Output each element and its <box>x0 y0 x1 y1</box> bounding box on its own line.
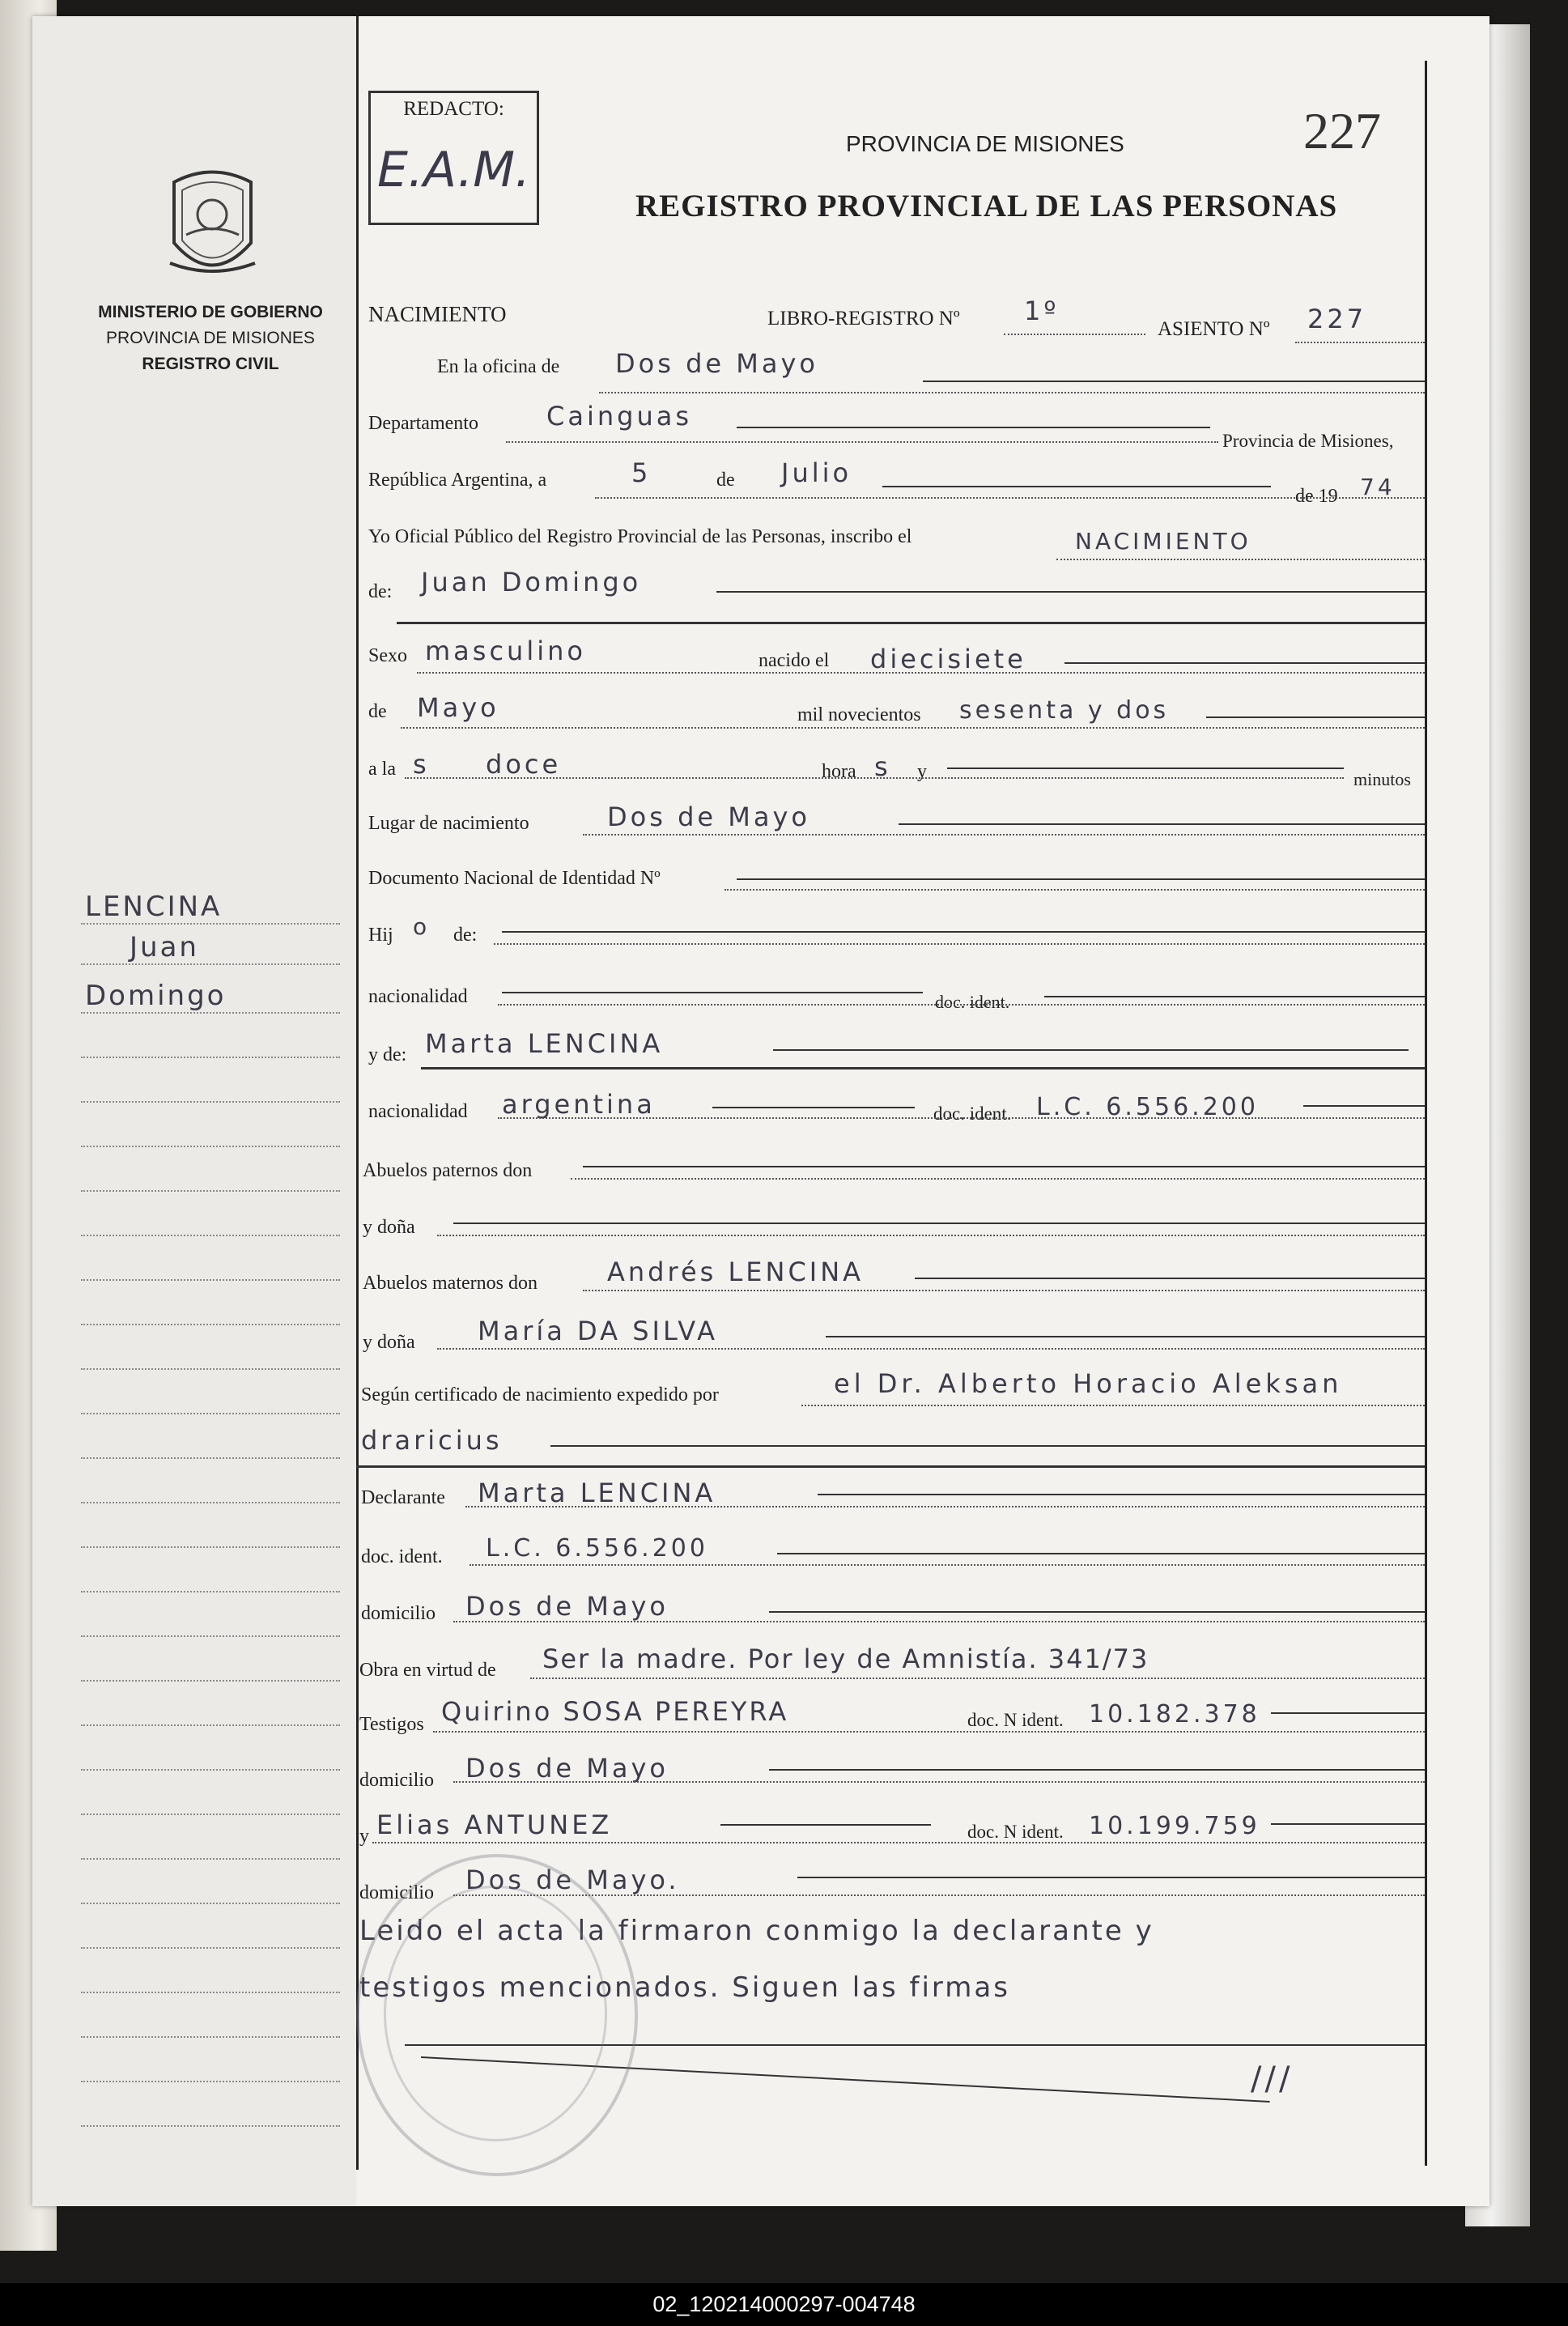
certificado-value-1: el Dr. Alberto Horacio Aleksan <box>834 1368 1343 1399</box>
testigo-2-doc: 10.199.759 <box>1089 1812 1260 1840</box>
sexo-label: Sexo <box>368 645 407 666</box>
anio-nac-value: sesenta y dos <box>959 696 1170 725</box>
hora-value: doce <box>486 749 562 780</box>
madre-value: Marta LENCINA <box>425 1028 664 1059</box>
ministry-line-2: PROVINCIA DE MISIONES <box>106 329 315 347</box>
departamento-value: Cainguas <box>546 401 692 432</box>
y-label: y <box>917 761 927 782</box>
obra-label: Obra en virtud de <box>359 1660 496 1681</box>
doc-declarante-value: L.C. 6.556.200 <box>486 1534 708 1563</box>
mes-value: Julio <box>781 457 852 488</box>
page-number: 227 <box>1303 102 1381 159</box>
nacionalidad-padre-label: nacionalidad <box>368 986 468 1007</box>
domicilio-testigo-1-label: domicilio <box>359 1770 434 1791</box>
mil-label: mil novecientos <box>797 704 921 725</box>
libro-label: LIBRO-REGISTRO Nº <box>767 308 960 330</box>
province-title: PROVINCIA DE MISIONES <box>846 131 1124 156</box>
doc-ident-padre-label: doc. ident. <box>935 992 1010 1012</box>
provincia-suffix: Provincia de Misiones, <box>1222 431 1394 451</box>
lugar-label: Lugar de nacimiento <box>368 813 529 834</box>
sexo-value: masculino <box>425 636 586 666</box>
margin-rule <box>356 16 359 2170</box>
doc-ident-madre-label: doc. ident. <box>933 1103 1012 1124</box>
doc-madre-value: L.C. 6.556.200 <box>1036 1093 1259 1121</box>
anio-label: de 19 <box>1295 486 1338 507</box>
nacionalidad-madre-label: nacionalidad <box>368 1101 468 1122</box>
obra-value: Ser la madre. Por ley de Amnistía. 341/73 <box>542 1644 1149 1674</box>
cierre-marks: /// <box>1251 2060 1294 2098</box>
dni-label: Documento Nacional de Identidad Nº <box>368 868 661 889</box>
alas-label: a la <box>368 759 396 780</box>
de-nombre-label: de: <box>368 581 393 602</box>
testigo-2-domicilio: Dos de Mayo. <box>465 1865 680 1895</box>
cierre-line-1: Leido el acta la firmaron conmigo la declarante y <box>359 1915 1154 1947</box>
departamento-label: Departamento <box>368 413 478 434</box>
libro-value: 1º <box>1024 296 1060 326</box>
de-mes-label: de <box>368 701 387 722</box>
hora-label: hora <box>822 761 856 782</box>
declarante-value: Marta LENCINA <box>478 1478 716 1508</box>
redacto-signature: E.A.M. <box>377 142 531 198</box>
margin-name-2: Domingo <box>85 980 227 1012</box>
nacido-label: nacido el <box>759 650 830 671</box>
asiento-label: ASIENTO Nº <box>1158 318 1270 340</box>
mes-nac-value: Mayo <box>417 692 499 723</box>
doc-n-ident-2-label: doc. N ident. <box>967 1822 1064 1842</box>
domicilio-testigo-2-label: domicilio <box>359 1882 434 1903</box>
abuela-materna-value: María DA SILVA <box>478 1316 718 1346</box>
oficina-value: Dos de Mayo <box>615 348 818 379</box>
doc-ident-declarante-label: doc. ident. <box>361 1546 443 1567</box>
de-label: de <box>716 470 735 491</box>
segun-label: Según certificado de nacimiento expedido por <box>361 1384 719 1405</box>
testigo-1-domicilio: Dos de Mayo <box>465 1753 669 1784</box>
oficina-label: En la oficina de <box>437 356 560 377</box>
domicilio-declarante-label: domicilio <box>361 1603 436 1624</box>
minutos-label: minutos <box>1353 769 1411 789</box>
yo-oficial-text: Yo Oficial Público del Registro Provincial de las Personas, inscribo el <box>368 526 912 547</box>
certificado-value-2: draricius <box>361 1425 503 1456</box>
hijo-suffix: o <box>413 913 431 940</box>
y-de-label: y de: <box>368 1044 407 1065</box>
y-dona-materna-label: y doña <box>363 1332 415 1353</box>
nacimiento-label: NACIMIENTO <box>368 302 507 326</box>
testigo-1-doc: 10.182.378 <box>1089 1700 1260 1729</box>
abuelos-paternos-label: Abuelos paternos don <box>363 1160 533 1181</box>
redacto-label: REDACTO: <box>403 98 504 120</box>
dia-value: 5 <box>631 457 652 488</box>
lugar-value: Dos de Mayo <box>607 802 810 832</box>
cierre-line-2: testigos mencionados. Siguen las firmas <box>359 1971 1010 2004</box>
nacido-value: diecisiete <box>870 644 1026 674</box>
margin-surname: LENCINA <box>85 891 223 923</box>
image-code-bar <box>0 2283 1568 2326</box>
testigo-1-value: Quirino SOSA PEREYRA <box>441 1696 789 1727</box>
provincial-seal-icon <box>158 166 267 287</box>
ministry-block <box>73 300 348 377</box>
inscribo-value: NACIMIENTO <box>1075 528 1251 555</box>
hijo-label: Hij <box>368 925 393 946</box>
ministry-line-3: REGISTRO CIVIL <box>142 355 279 373</box>
nacionalidad-madre-value: argentina <box>502 1089 656 1120</box>
domicilio-declarante-value: Dos de Mayo <box>465 1591 669 1622</box>
asiento-value: 227 <box>1307 304 1367 334</box>
y-testigo-2-label: y <box>359 1826 369 1847</box>
doc-n-ident-1-label: doc. N ident. <box>967 1710 1064 1730</box>
abuelo-materno-value: Andrés LENCINA <box>607 1257 865 1287</box>
hijo-de-label: de: <box>453 925 478 946</box>
redacto-box <box>368 91 539 225</box>
alas-s: s <box>413 749 430 780</box>
anio-value: 74 <box>1360 474 1396 500</box>
declarante-label: Declarante <box>361 1487 445 1508</box>
nombre-value: Juan Domingo <box>421 567 642 597</box>
hora-s: s <box>874 751 891 782</box>
registry-title: REGISTRO PROVINCIAL DE LAS PERSONAS <box>635 189 1338 223</box>
y-dona-paterna-label: y doña <box>363 1217 415 1238</box>
ministry-line-1: MINISTERIO DE GOBIERNO <box>98 303 323 321</box>
image-code: 02_120214000297-004748 <box>652 2292 916 2316</box>
republica-label: República Argentina, a <box>368 470 547 491</box>
registry-stamp <box>356 1854 638 2176</box>
margin-name-1: Juan <box>130 931 199 963</box>
right-rule <box>1425 61 1427 2166</box>
testigos-label: Testigos <box>359 1714 424 1735</box>
abuelos-maternos-label: Abuelos maternos don <box>363 1273 538 1294</box>
testigo-2-value: Elias ANTUNEZ <box>376 1809 613 1840</box>
